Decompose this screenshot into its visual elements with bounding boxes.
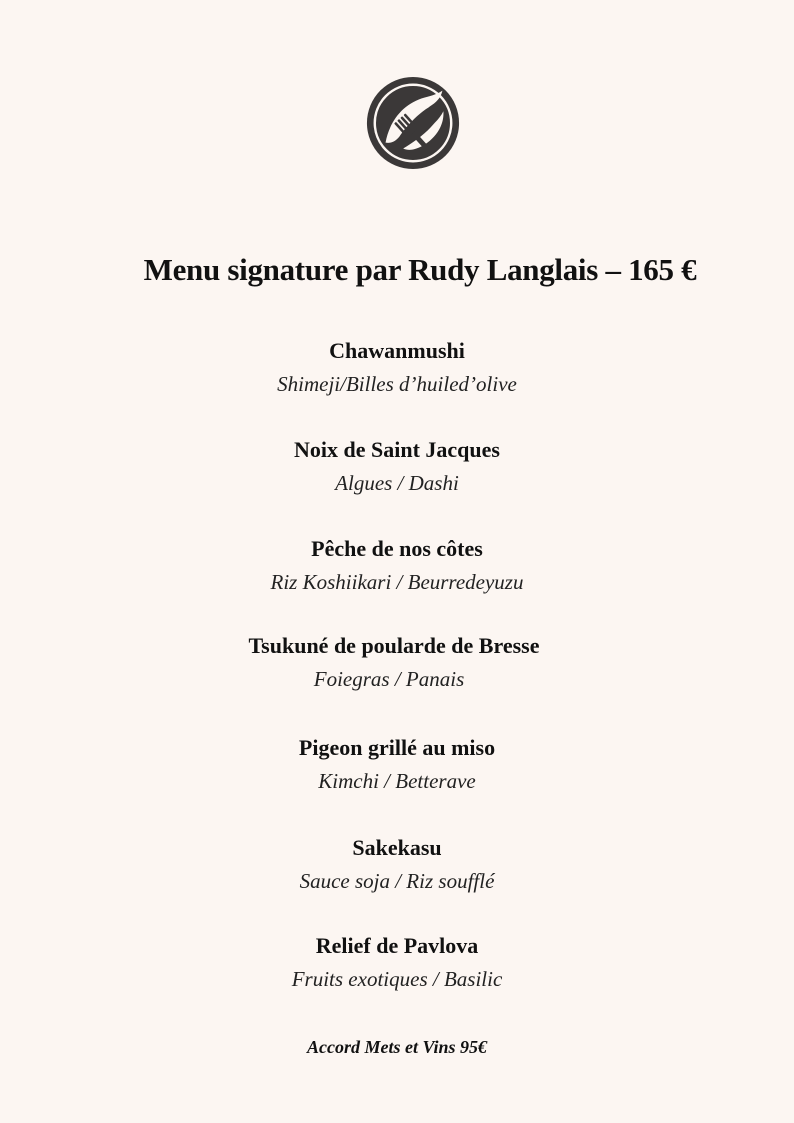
- course-description: Fruits exotiques / Basilic: [291, 967, 503, 991]
- course-name: Chawanmushi: [329, 338, 465, 363]
- course-description: Sauce soja / Riz soufflé: [299, 869, 495, 893]
- course-name: Tsukuné de poularde de Bresse: [248, 633, 540, 658]
- course-name: Pêche de nos côtes: [311, 536, 483, 561]
- fork-and-leaf-icon: [364, 74, 462, 172]
- course-item: [0, 337, 794, 398]
- course-description: Riz Koshiikari / Beurredeyuzu: [270, 570, 524, 594]
- course-name: Noix de Saint Jacques: [294, 437, 500, 462]
- course-name: Relief de Pavlova: [315, 933, 479, 958]
- course-item: [0, 734, 794, 795]
- course-item: [0, 632, 794, 693]
- page-title: Menu signature par Rudy Langlais – 165 €: [143, 252, 697, 287]
- course-item: [0, 932, 794, 993]
- course-description: Algues / Dashi: [335, 471, 459, 495]
- course-item: [0, 834, 794, 895]
- course-name: Pigeon grillé au miso: [298, 735, 496, 760]
- course-name: Sakekasu: [352, 835, 442, 860]
- course-item: [0, 535, 794, 596]
- course-description: Foiegras / Panais: [313, 667, 465, 691]
- wine-pairing: Accord Mets et Vins 95€: [306, 1037, 487, 1057]
- course-item: [0, 436, 794, 497]
- course-description: Shimeji/Billes d’huiled’olive: [277, 372, 517, 396]
- course-description: Kimchi / Betterave: [318, 769, 476, 793]
